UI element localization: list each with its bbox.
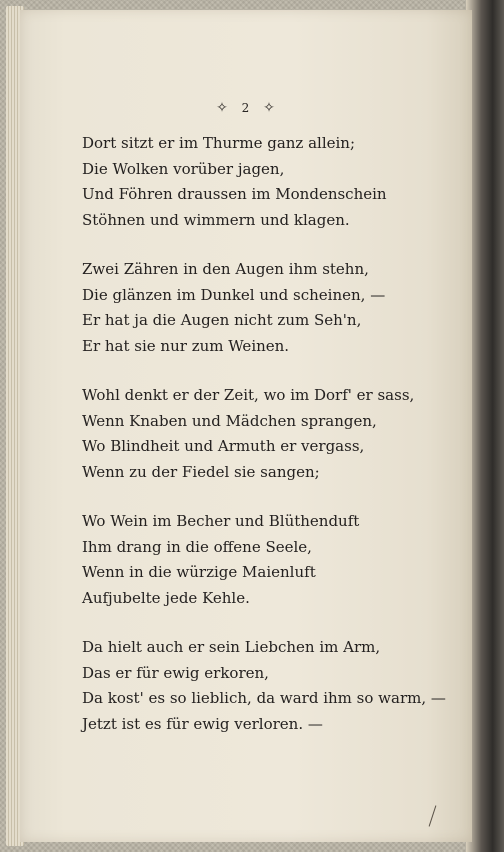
verse-line: Wenn in die würzige Maienluft [82, 563, 316, 581]
verse-line: Dort sitzt er im Thurme ganz allein; [82, 134, 356, 152]
verse-line: Stöhnen und wimmern und klagen. [82, 210, 350, 229]
stanza [82, 509, 452, 611]
verse-line: Da kost' es so lieblich, da ward ihm so warm, — [82, 689, 446, 707]
poem-text [82, 131, 452, 761]
verse-line: Wo Wein im Becher und Blüthenduft [82, 512, 360, 530]
verse-line: Er hat ja die Augen nicht zum Seh'n, [82, 311, 362, 329]
page-number: 2 [241, 101, 251, 115]
verse-line: Wohl denkt er der Zeit, wo im Dorf' er sass, [82, 386, 415, 404]
stanza [82, 131, 452, 233]
verse-line: Die glänzen im Dunkel und scheinen, — [82, 285, 386, 304]
verse-line: Er hat sie nur zum Weinen. [82, 336, 290, 355]
verse-line: Die Wolken vorüber jagen, [82, 159, 285, 178]
verse-line: Da hielt auch er sein Liebchen im Arm, [82, 638, 381, 656]
ornament-left-icon: ✧ [216, 100, 229, 116]
verse-line: Wenn Knaben und Mädchen sprangen, [82, 411, 377, 430]
ornament-right-icon: ✧ [263, 100, 276, 116]
stanza [82, 383, 452, 485]
verse-line: Wenn zu der Fiedel sie sangen; [82, 462, 320, 481]
verse-line: Aufjubelte jede Kehle. [82, 588, 250, 607]
page-header [20, 100, 472, 116]
verse-line: Ihm drang in die offene Seele, [82, 537, 312, 556]
stanza [82, 257, 452, 359]
verse-line: Und Föhren draussen im Mondenschein [82, 185, 387, 203]
verse-line: Zwei Zähren in den Augen ihm stehn, [82, 260, 369, 278]
verse-line: Wo Blindheit und Armuth er vergass, [82, 437, 365, 455]
verse-line: Jetzt ist es für ewig verloren. — [82, 714, 323, 733]
verse-line: Das er für ewig erkoren, [82, 663, 269, 682]
stanza [82, 635, 452, 737]
